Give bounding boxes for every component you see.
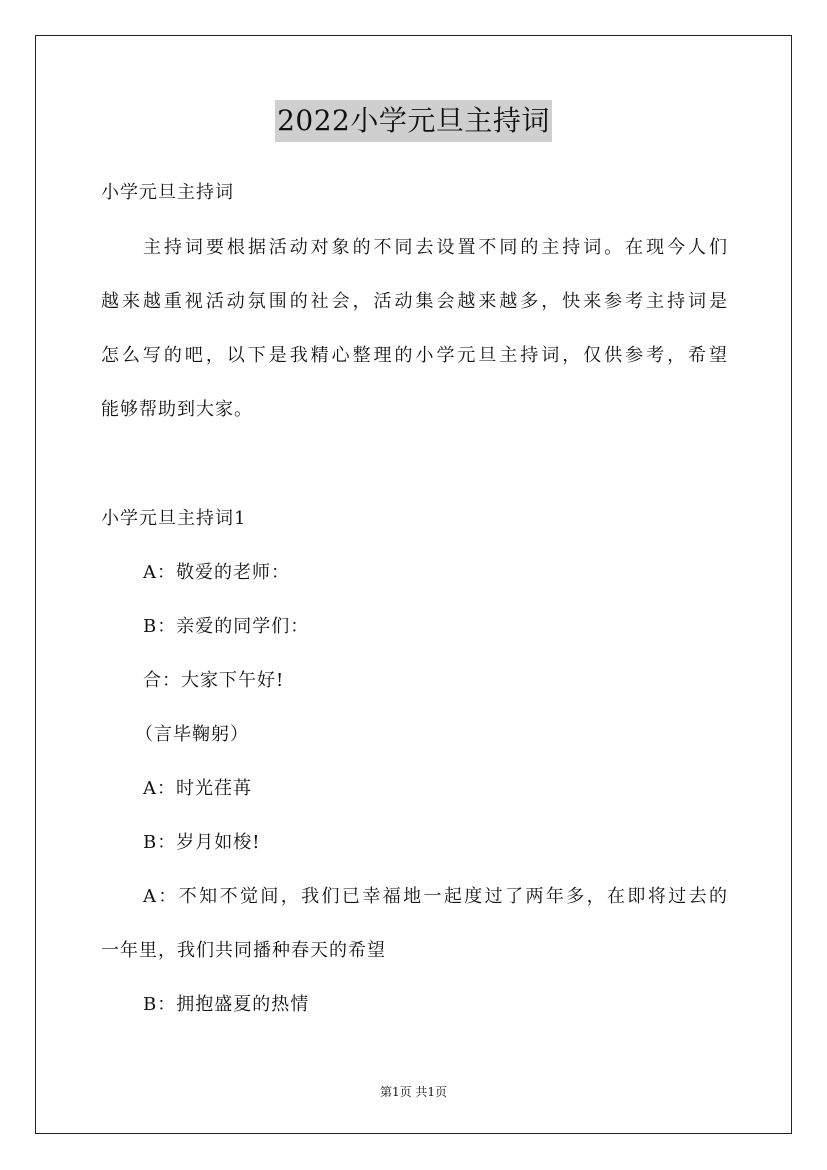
script-line-8: 一年里，我们共同播种春天的希望 [101, 940, 386, 961]
script-line-5: A：时光荏苒 [143, 778, 252, 799]
script-line-2: B：亲爱的同学们： [143, 616, 310, 637]
intro-line-4: 能够帮助到大家。 [101, 399, 253, 420]
document-title: 2022小学元旦主持词 [275, 100, 552, 142]
script-line-1: A：敬爱的老师： [143, 562, 290, 583]
intro-line-3: 怎么写的吧，以下是我精心整理的小学元旦主持词，仅供参考，希望 [101, 345, 727, 366]
script-line-6: B：岁月如梭! [143, 832, 261, 853]
script-line-7: A：不知不觉间，我们已幸福地一起度过了两年多，在即将过去的 [143, 886, 727, 907]
document-heading: 小学元旦主持词 [101, 182, 234, 203]
intro-line-1: 主持词要根据活动对象的不同去设置不同的主持词。在现今人们 [143, 237, 727, 258]
script-line-4: （言毕鞠躬） [135, 724, 249, 745]
section-title: 小学元旦主持词1 [101, 508, 247, 529]
script-line-9: B：拥抱盛夏的热情 [143, 994, 310, 1015]
title-container [0, 100, 827, 142]
page-footer: 第1页 共1页 [379, 1085, 448, 1099]
intro-line-2: 越来越重视活动氛围的社会，活动集会越来越多，快来参考主持词是 [101, 291, 727, 312]
script-line-3: 合：大家下午好! [143, 670, 285, 691]
